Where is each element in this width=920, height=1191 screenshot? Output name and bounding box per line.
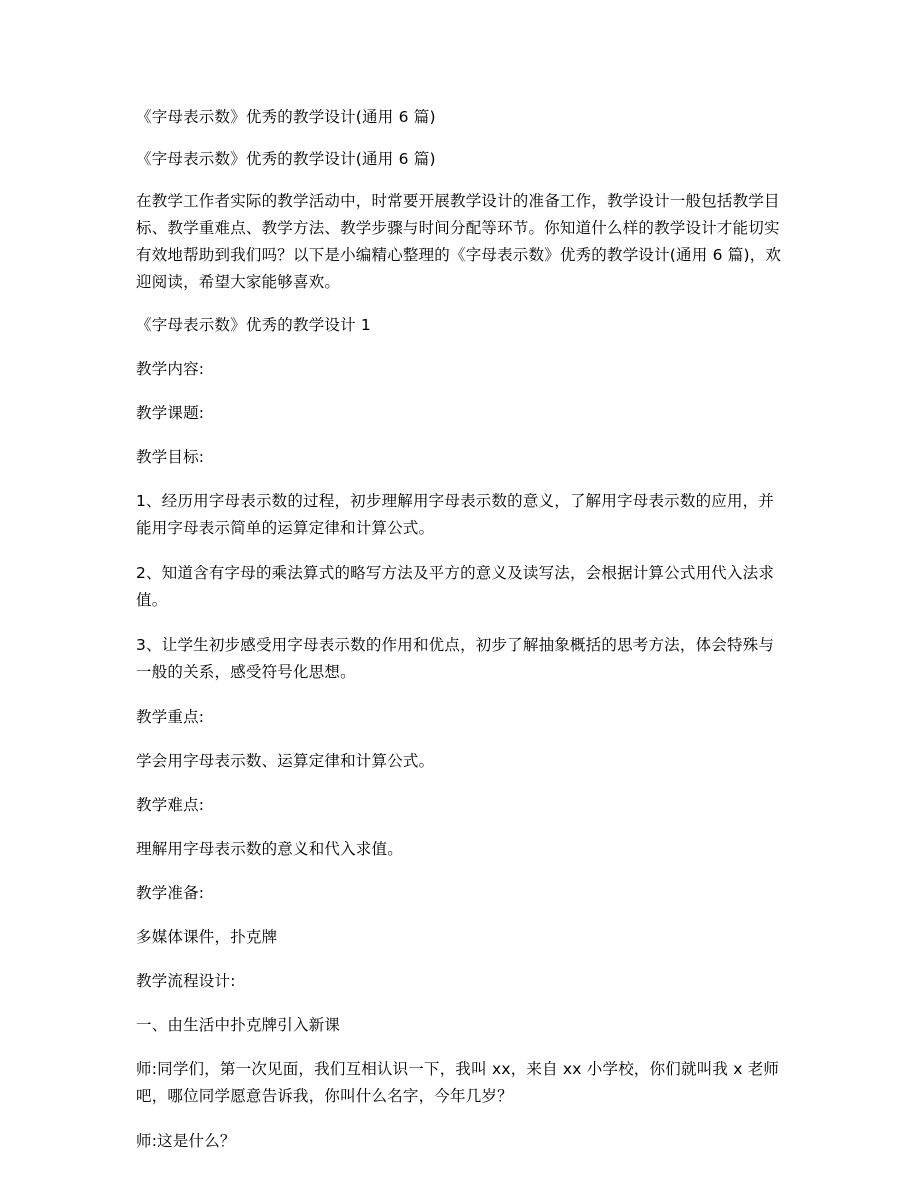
intro-paragraph: 在教学工作者实际的教学活动中，时常要开展教学设计的准备工作，教学设计一般包括教学目标、教学重难点、教学方法、教学步骤与时间分配等环节。你知道什么样的教学设计才能切实有效地帮助到我们吗？以下是小编精心整理的《字母表示数》优秀的教学设计(通用 6 篇)，欢迎阅读，希望大家能够喜欢。 [136, 192, 782, 291]
preparation-label: 教学准备: [136, 884, 205, 902]
flow-label: 教学流程设计: [136, 972, 236, 990]
content-label: 教学内容: [136, 360, 205, 378]
teacher-dialogue-1: 师:同学们，第一次见面，我们互相认识一下，我叫 xx，来自 xx 小学校，你们就叫我 x 老师吧，哪位同学愿意告诉我，你叫什么名字，今年几岁？ [136, 1060, 780, 1105]
document-title: 《字母表示数》优秀的教学设计(通用 6 篇) [136, 108, 436, 126]
key-point-text: 学会用字母表示数、运算定律和计算公式。 [136, 752, 435, 770]
teacher-dialogue-2: 师:这是什么？ [136, 1132, 236, 1150]
goal-item-3: 3、让学生初步感受用字母表示数的作用和优点，初步了解抽象概括的思考方法，体会特殊与一般的关系，感受符号化思想。 [136, 636, 775, 681]
key-point-label: 教学重点: [136, 708, 205, 726]
goal-item-1: 1、经历用字母表示数的过程，初步理解用字母表示数的意义，了解用字母表示数的应用，并能用字母表示简单的运算定律和计算公式。 [136, 492, 775, 537]
document-subtitle: 《字母表示数》优秀的教学设计(通用 6 篇) [136, 150, 436, 168]
goal-label: 教学目标: [136, 448, 205, 466]
step-heading-1: 一、由生活中扑克牌引入新课 [136, 1016, 341, 1034]
goal-item-2: 2、知道含有字母的乘法算式的略写方法及平方的意义及读写法，会根据计算公式用代入法求值。 [136, 564, 775, 609]
preparation-text: 多媒体课件，扑克牌 [136, 928, 278, 946]
section-heading: 《字母表示数》优秀的教学设计 1 [136, 316, 371, 334]
document-page [136, 104, 786, 1172]
difficulty-label: 教学难点: [136, 796, 205, 814]
topic-label: 教学课题: [136, 404, 205, 422]
difficulty-text: 理解用字母表示数的意义和代入求值。 [136, 840, 403, 858]
